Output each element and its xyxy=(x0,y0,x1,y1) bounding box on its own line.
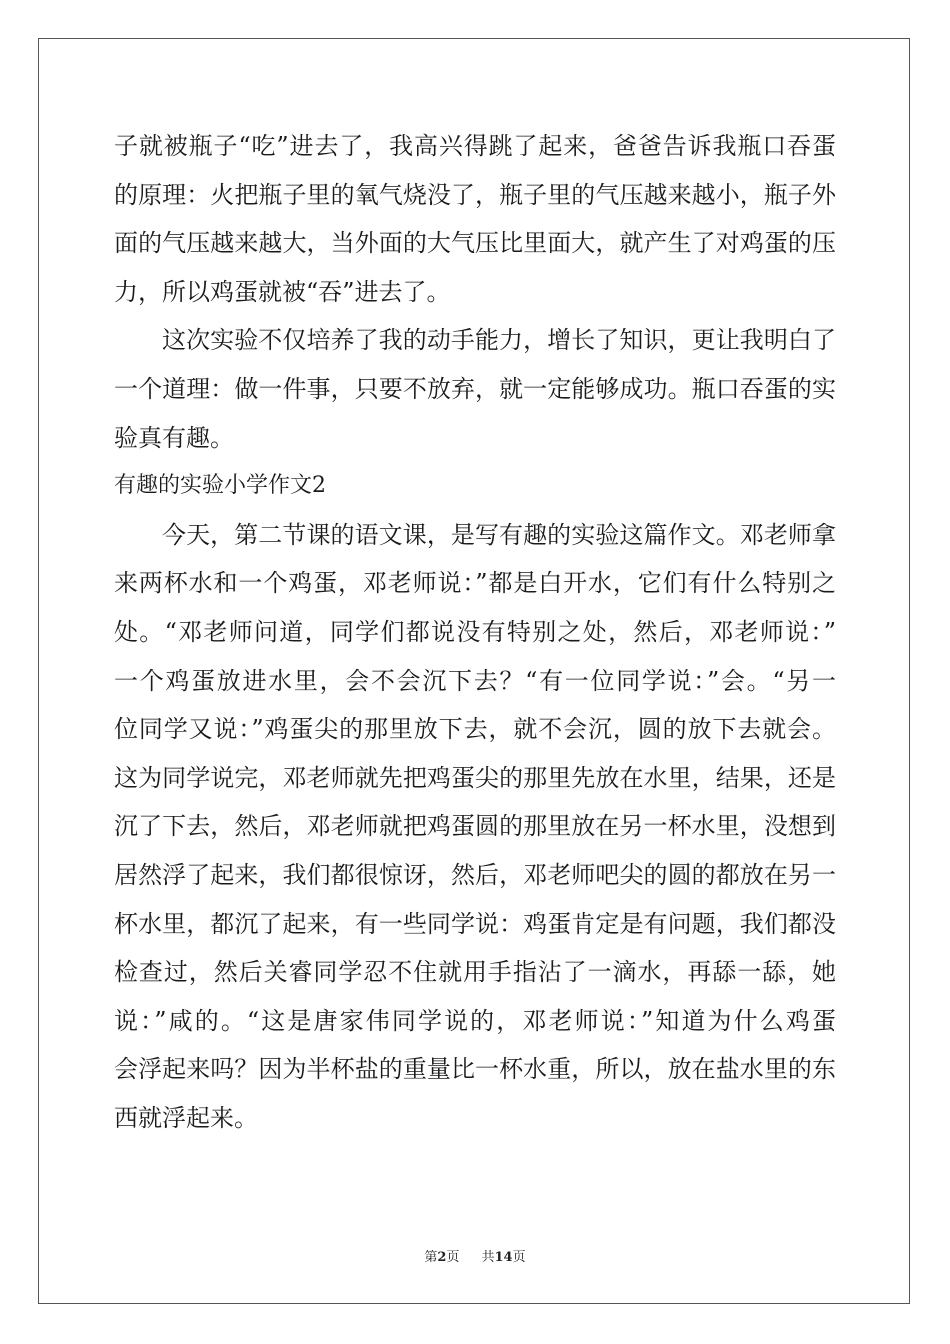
text-line: 杯水里，都沉了起来，有一些同学说：鸡蛋肯定是有问题，我们都没 xyxy=(114,909,836,938)
page-footer xyxy=(0,1246,950,1265)
text-line: 居然浮了起来，我们都很惊讶，然后，邓老师吧尖的圆的都放在另一 xyxy=(114,860,836,889)
paragraph-continued xyxy=(114,122,836,316)
paragraph-conclusion xyxy=(114,316,836,462)
text-line: 来两杯水和一个鸡蛋，邓老师说：”都是白开水，它们有什么特别之 xyxy=(114,569,836,598)
text-line: 这为同学说完，邓老师就先把鸡蛋尖的那里先放在水里，结果，还是 xyxy=(114,763,836,792)
document-body xyxy=(114,122,836,1142)
page-number: 2 xyxy=(437,1250,447,1265)
essay-heading: 有趣的实验小学作文2 xyxy=(114,473,326,499)
text-line: 检查过，然后关睿同学忍不住就用手指沾了一滴水，再舔一舔，她 xyxy=(114,958,836,987)
text-line: 的原理：火把瓶子里的氧气烧没了，瓶子里的气压越来越小，瓶子外 xyxy=(114,180,836,209)
total-suffix: 页 xyxy=(512,1250,526,1265)
text-line: 说：”咸的。“这是唐家伟同学说的，邓老师说：”知道为什么鸡蛋 xyxy=(114,1006,836,1035)
text-line: 今天，第二节课的语文课，是写有趣的实验这篇作文。邓老师拿 xyxy=(162,520,836,549)
text-line: 这次实验不仅培养了我的动手能力，增长了知识，更让我明白了 xyxy=(162,326,836,355)
text-line: 位同学又说：”鸡蛋尖的那里放下去，就不会沉，圆的放下去就会。 xyxy=(114,715,836,744)
total-pages: 14 xyxy=(494,1250,513,1265)
total-prefix: 共 xyxy=(481,1250,495,1265)
text-line: 验真有趣。 xyxy=(114,423,234,452)
paragraph-essay-2 xyxy=(114,511,836,1143)
text-line: 处。“邓老师问道，同学们都说没有特别之处，然后，邓老师说：” xyxy=(114,617,836,646)
text-line: 力，所以鸡蛋就被“吞”进去了。 xyxy=(114,277,451,306)
text-line: 会浮起来吗？因为半杯盐的重量比一杯水重，所以，放在盐水里的东 xyxy=(114,1055,836,1084)
text-line: 一个道理：做一件事，只要不放弃，就一定能够成功。瓶口吞蛋的实 xyxy=(114,374,836,403)
text-line: 子就被瓶子“吃”进去了，我高兴得跳了起来，爸爸告诉我瓶口吞蛋 xyxy=(114,132,836,160)
page-suffix: 页 xyxy=(446,1250,460,1265)
text-line: 西就浮起来。 xyxy=(114,1103,258,1132)
page-prefix: 第 xyxy=(424,1250,438,1265)
text-line: 沉了下去，然后，邓老师就把鸡蛋圆的那里放在另一杯水里，没想到 xyxy=(114,812,836,841)
text-line: 一个鸡蛋放进水里，会不会沉下去？“有一位同学说：”会。“另一 xyxy=(114,666,836,695)
text-line: 面的气压越来越大，当外面的大气压比里面大，就产生了对鸡蛋的压 xyxy=(114,229,836,258)
